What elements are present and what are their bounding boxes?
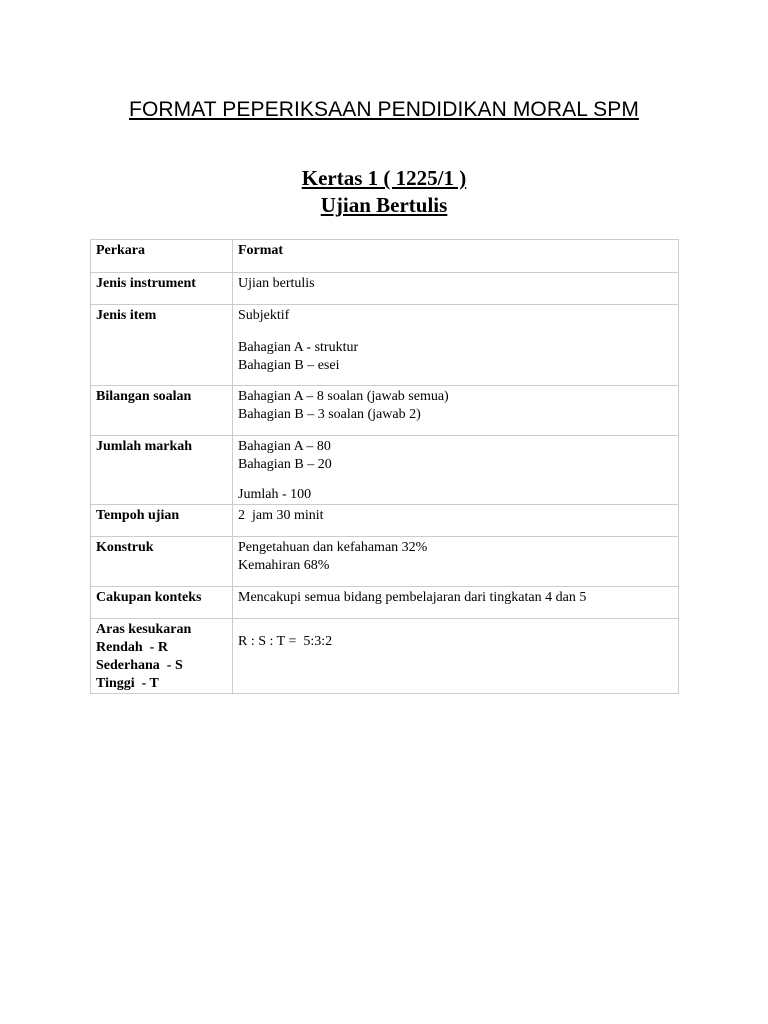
row-value-cell xyxy=(233,273,679,305)
row-label: Sederhana - S xyxy=(96,658,183,673)
row-value-line: Jumlah - 100 xyxy=(238,487,312,502)
table-row xyxy=(91,436,679,505)
row-value-line: Bahagian B – esei xyxy=(238,358,340,373)
row-label: Aras kesukaran xyxy=(96,622,192,637)
row-label: Bilangan soalan xyxy=(96,389,192,404)
row-value-line: Ujian bertulis xyxy=(238,276,315,291)
paper-type-title: Ujian Bertulis xyxy=(320,193,448,217)
row-value-cell xyxy=(233,436,679,505)
row-value-line: 2 jam 30 minit xyxy=(238,508,324,523)
header-label: Perkara xyxy=(96,243,145,258)
table-row xyxy=(91,619,679,694)
row-value-line: Bahagian A – 8 soalan (jawab semua) xyxy=(238,389,449,404)
row-value-line: Bahagian A – 80 xyxy=(238,439,331,454)
row-label: Cakupan konteks xyxy=(96,590,202,605)
table-row xyxy=(91,587,679,619)
format-table xyxy=(90,239,679,694)
row-value-cell xyxy=(233,386,679,436)
row-value-cell xyxy=(233,305,679,386)
row-label: Tinggi - T xyxy=(96,676,159,691)
row-value-cell xyxy=(233,587,679,619)
page-title: FORMAT PEPERIKSAAN PENDIDIKAN MORAL SPM xyxy=(129,98,639,121)
row-value-line: Mencakupi semua bidang pembelajaran dari tingkatan 4 dan 5 xyxy=(238,590,587,605)
row-label-cell xyxy=(91,505,233,537)
row-label: Tempoh ujian xyxy=(96,508,180,523)
row-label-cell xyxy=(91,619,233,694)
table-row xyxy=(91,386,679,436)
row-value-line: Bahagian B – 3 soalan (jawab 2) xyxy=(238,407,421,422)
row-value-cell xyxy=(233,619,679,694)
row-value-line: Bahagian A - struktur xyxy=(238,340,359,355)
row-label: Konstruk xyxy=(96,540,154,555)
header-cell-format xyxy=(233,240,679,273)
table-row xyxy=(91,305,679,386)
row-value-line: Pengetahuan dan kefahaman 32% xyxy=(238,540,428,555)
row-value-line: R : S : T = 5:3:2 xyxy=(238,634,333,649)
row-label-cell xyxy=(91,436,233,505)
line-spacer xyxy=(238,474,673,486)
row-value-line: Subjektif xyxy=(238,308,290,323)
header-label: Format xyxy=(238,243,284,258)
row-value-cell xyxy=(233,537,679,587)
row-label-cell xyxy=(91,273,233,305)
table-row xyxy=(91,537,679,587)
line-spacer xyxy=(238,325,673,339)
row-label: Rendah - R xyxy=(96,640,168,655)
row-label-cell xyxy=(91,537,233,587)
row-label-cell xyxy=(91,587,233,619)
table-row xyxy=(91,273,679,305)
row-label: Jenis instrument xyxy=(96,276,196,291)
row-label-cell xyxy=(91,305,233,386)
paper-title: Kertas 1 ( 1225/1 ) xyxy=(301,166,467,190)
table-row xyxy=(91,505,679,537)
row-label-cell xyxy=(91,386,233,436)
row-label: Jumlah markah xyxy=(96,439,193,454)
header-cell-perkara xyxy=(91,240,233,273)
row-label: Jenis item xyxy=(96,308,157,323)
row-value-cell xyxy=(233,505,679,537)
row-value-line: Bahagian B – 20 xyxy=(238,457,332,472)
row-value-line: Kemahiran 68% xyxy=(238,558,330,573)
table-header-row xyxy=(91,240,679,273)
